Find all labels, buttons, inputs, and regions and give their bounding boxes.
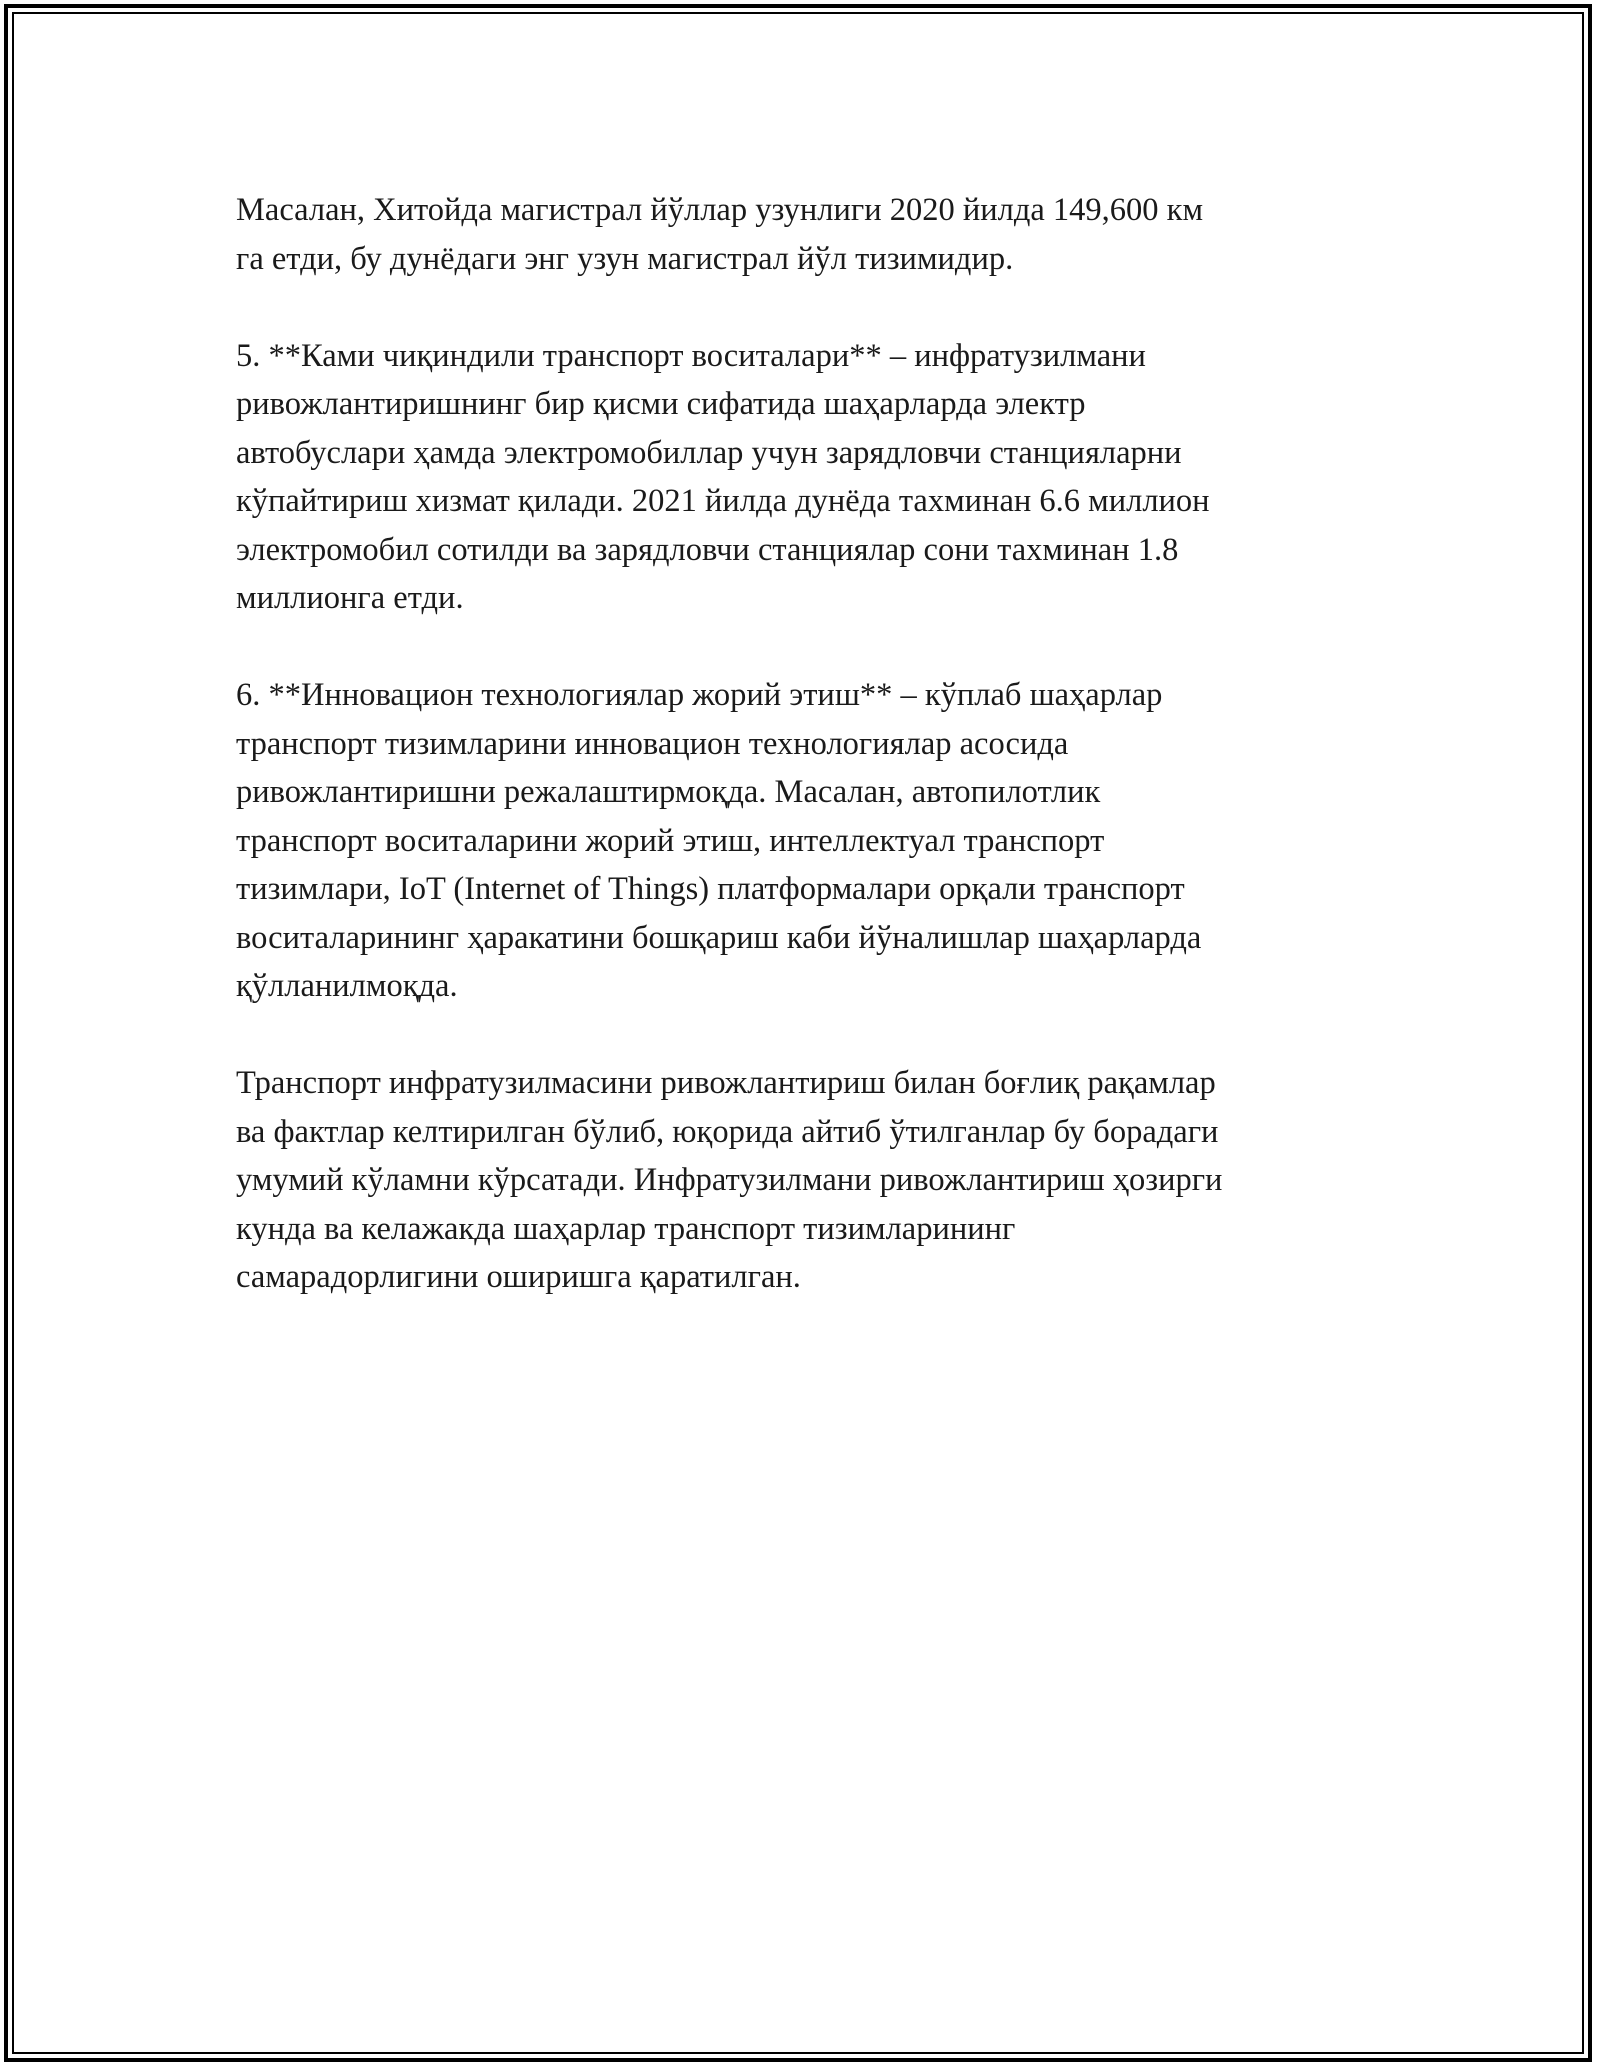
paragraph-highway-example: Масалан, Хитойда магистрал йўллар узунлиги 2020 йилда 149,600 км га етди, бу дунёдаги энг узун магистрал йўл тизимидир.: [236, 192, 1204, 277]
paragraph-innovative-technologies: 6. **Инновацион технологиялар жорий этиш** – кўплаб шаҳарлар транспорт тизимларини инновацион технологиялар асосида ривожлантиришни режалаштирмоқда. Масалан, автопилотлик транспорт воситаларини жорий этиш, интеллектуал транспорт тизимлари, IoT (Internet of Things) платформалари орқали транспорт воситаларининг ҳаракатини бошқариш каби йўналишлар шаҳарларда қўлланилмоқда.: [236, 677, 1202, 1004]
document-body: [236, 186, 1366, 1350]
paragraph-low-emission-transport: 5. **Ками чиқиндили транспорт воситалари** – инфратузилмани ривожлантиришнинг бир қисми сифатида шаҳарларда электр автобуслари ҳамда электромобиллар учун зарядловчи станцияларни кўпайтириш хизмат қилади. 2021 йилда дунёда тахминан 6.6 миллион электромобил сотилди ва зарядловчи станциялар сони тахминан 1.8 миллионга етди.: [236, 337, 1210, 616]
paragraph-conclusion: Транспорт инфратузилмасини ривожлантириш билан боғлиқ рақамлар ва фактлар келтирилган бўлиб, юқорида айтиб ўтилганлар бу борадаги умумий кўламни кўрсатади. Инфратузилмани ривожлантириш ҳозирги кунда ва келажакда шаҳарлар транспорт тизимларининг самарадорлигини оширишга қаратилган.: [236, 1065, 1223, 1295]
